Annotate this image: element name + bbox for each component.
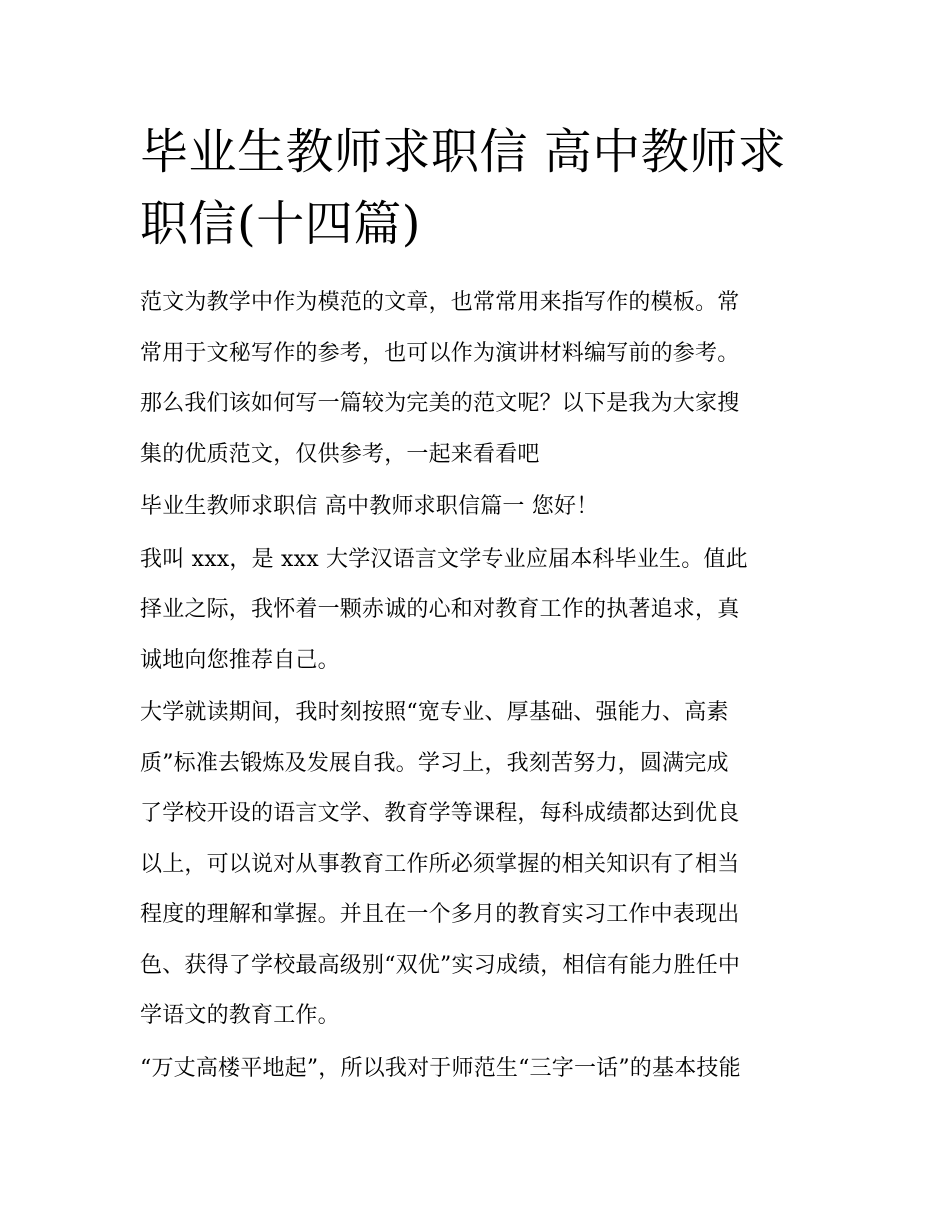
text-line: 集的优质范文，仅供参考，一起来看看吧	[140, 441, 540, 467]
text-line: 质”标准去锻炼及发展自我。学习上，我刻苦努力，圆满完成	[140, 750, 729, 776]
text-line: 范文为教学中作为模范的文章，也常常用来指写作的模板。常	[140, 290, 740, 315]
text-line: 诚地向您推荐自己。	[140, 647, 340, 673]
section-heading-paragraph	[140, 482, 820, 533]
text-line: 色、获得了学校最高级别“双优”实习成绩，相信有能力胜任中	[140, 952, 741, 978]
basic-skills-paragraph	[140, 1044, 820, 1095]
self-introduction-paragraph	[140, 535, 820, 687]
text-line: 以上，可以说对从事教育工作所必须掌握的相关知识有了相当	[140, 851, 740, 877]
text-line: 了学校开设的语言文学、教育学等课程，每科成绩都达到优良	[140, 801, 740, 826]
title-line: 毕业生教师求职信 高中教师求	[140, 124, 787, 180]
document-body	[140, 278, 820, 1096]
text-line: 学语文的教育工作。	[140, 1003, 340, 1028]
university-study-paragraph	[140, 688, 820, 1042]
text-line: 常用于文秘写作的参考，也可以作为演讲材料编写前的参考。	[140, 340, 740, 366]
intro-paragraph	[140, 278, 820, 480]
text-line: 毕业生教师求职信 高中教师求职信篇一 您好！	[140, 494, 599, 519]
text-line: 我叫 xxx，是 xxx 大学汉语言文学专业应届本科毕业生。值此	[140, 546, 748, 572]
text-line: “万丈高楼平地起”，所以我对于师范生“三字一话”的基本技能	[140, 1055, 741, 1081]
document-title	[140, 116, 820, 260]
title-line: 职信(十四篇)	[140, 196, 421, 252]
text-line: 大学就读期间，我时刻按照“宽专业、厚基础、强能力、高素	[140, 700, 729, 725]
text-line: 程度的理解和掌握。并且在一个多月的教育实习工作中表现出	[140, 902, 740, 927]
text-line: 那么我们该如何写一篇较为完美的范文呢？以下是我为大家搜	[140, 391, 740, 416]
text-line: 择业之际，我怀着一颗赤诚的心和对教育工作的执著追求，真	[140, 597, 740, 622]
